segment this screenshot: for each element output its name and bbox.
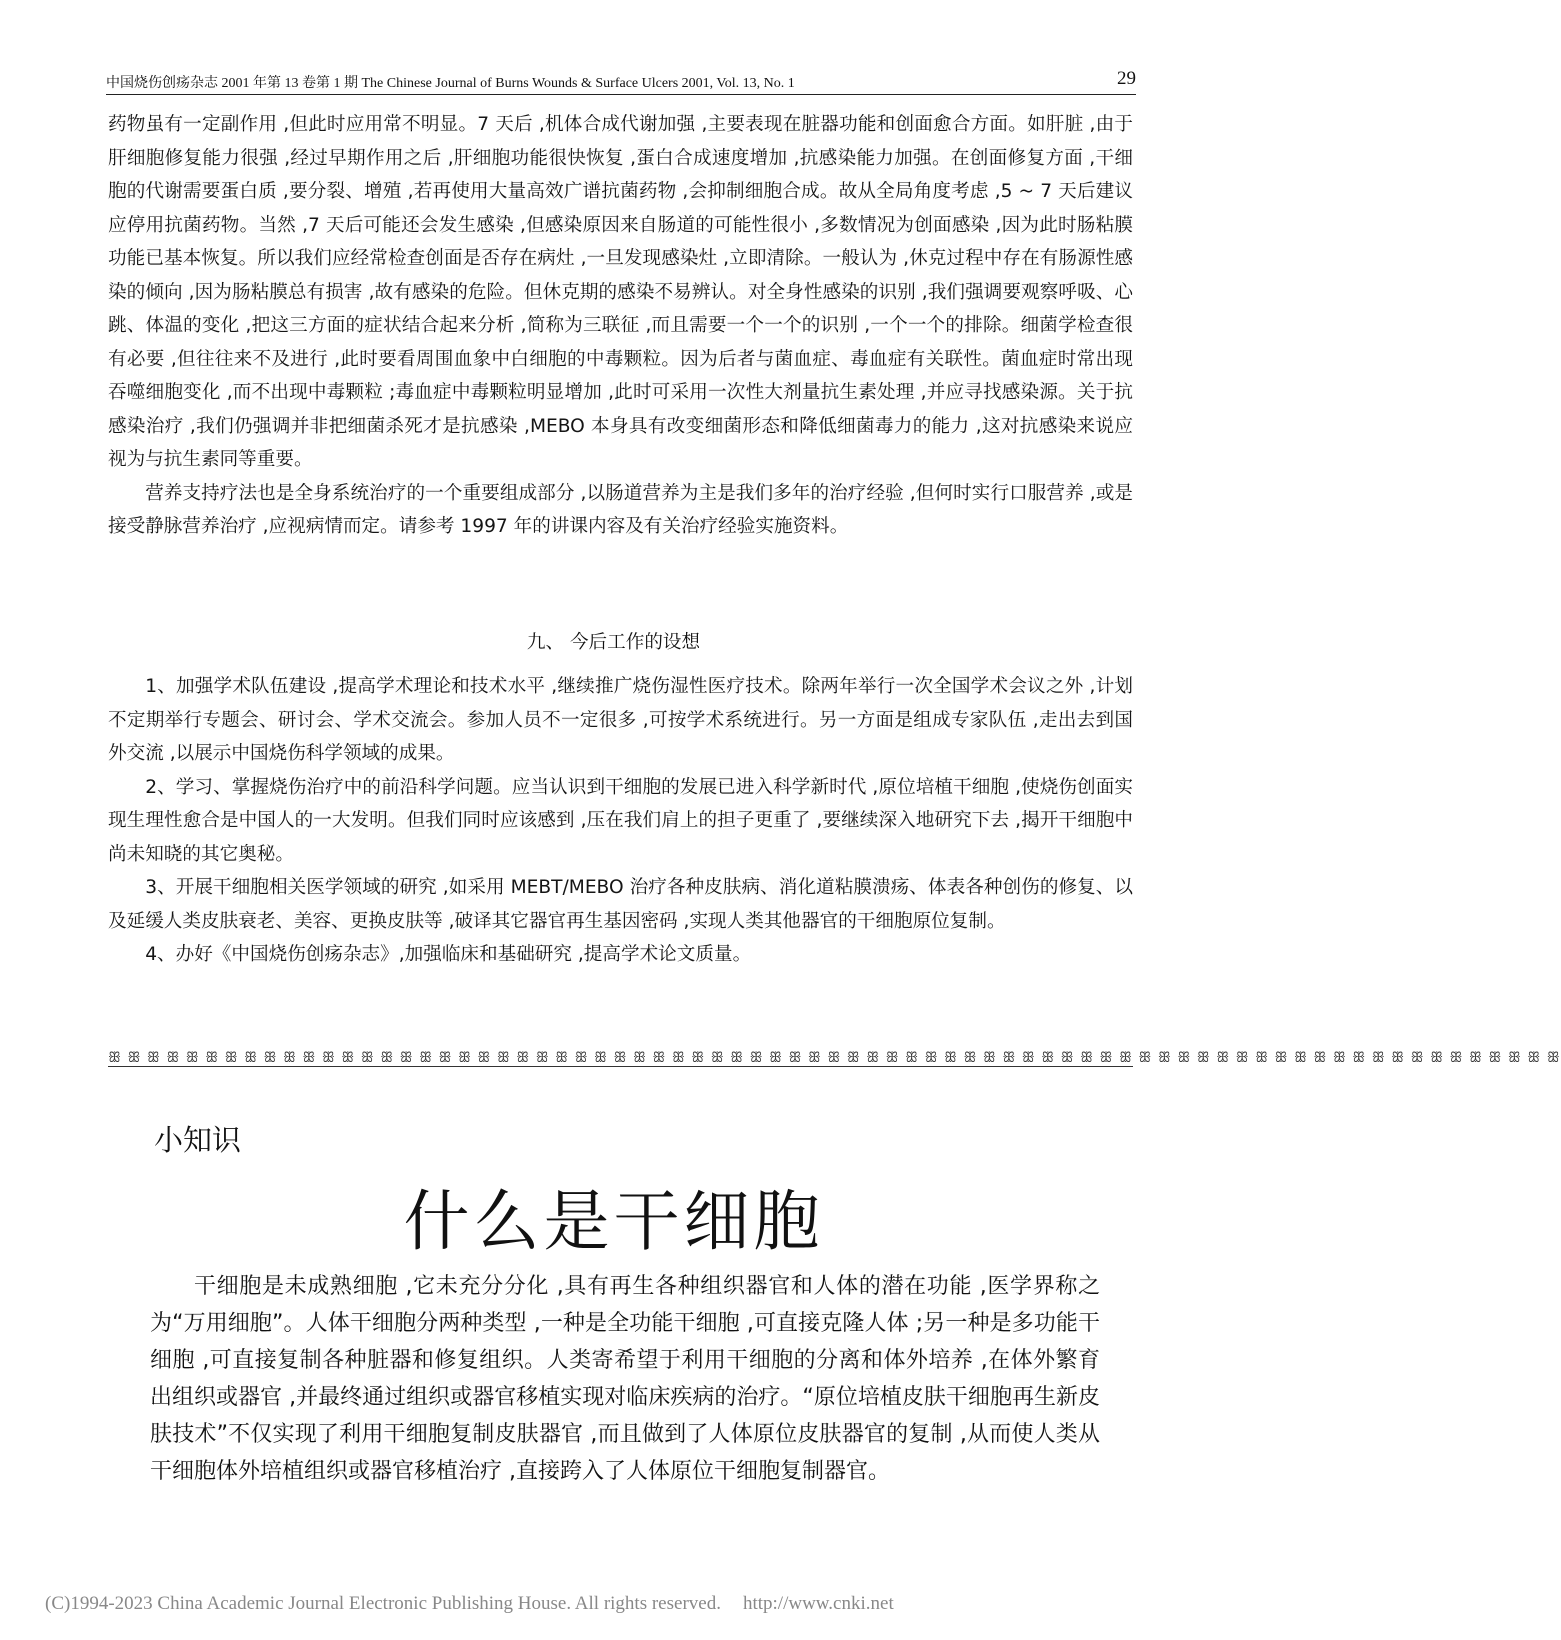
journal-running-title: 中国烧伤创疡杂志 2001 年第 13 卷第 1 期 The Chinese Journal of Burns Wounds & Surface Ulcers 2001, Vol. 13, No. 1 xyxy=(106,76,795,91)
ornamental-divider: ꕥ ꕥ ꕥ ꕥ ꕥ ꕥ ꕥ ꕥ ꕥ ꕥ ꕥ ꕥ ꕥ ꕥ ꕥ ꕥ ꕥ ꕥ ꕥ ꕥ ꕥ ꕥ ꕥ ꕥ ꕥ ꕥ ꕥ ꕥ ꕥ ꕥ ꕥ ꕥ ꕥ ꕥ ꕥ ꕥ ꕥ ꕥ ꕥ ꕥ ꕥ ꕥ ꕥ ꕥ ꕥ ꕥ ꕥ ꕥ ꕥ ꕥ ꕥ ꕥ ꕥ ꕥ ꕥ ꕥ ꕥ ꕥ ꕥ ꕥ ꕥ ꕥ ꕥ ꕥ ꕥ ꕥ ꕥ ꕥ ꕥ ꕥ ꕥ ꕥ ꕥ ꕥ ꕥ xyxy=(108,1050,1561,1066)
paragraph: 药物虽有一定副作用 ,但此时应用常不明显。7 天后 ,机体合成代谢加强 ,主要表现在脏器功能和创面愈合方面。如肝脏 ,由于肝细胞修复能力很强 ,经过早期作用之后 ,肝细胞功能很快恢复 ,蛋白合成速度增加 ,抗感染能力加强。在创面修复方面 ,干细胞的代谢需要蛋白质 ,要分裂、增殖 ,若再使用大量高效广谱抗菌药物 ,会抑制细胞合成。故从全局角度考虑 ,5 ~ 7 天后建议应停用抗菌药物。当然 ,7 天后可能还会发生感染 ,但感染原因来自肠道的可能性很小 ,多数情况为创面感染 ,因为此时肠粘膜功能已基本恢复。所以我们应经常检查创面是否存在病灶 ,一旦发现感染灶 ,立即清除。一般认为 ,休克过程中存在有肠源性感染的倾向 ,因为肠粘膜总有损害 ,故有感染的危险。但休克期的感染不易辨认。对全身性感染的识别 ,我们强调要观察呼吸、心跳、体温的变化 ,把这三方面的症状结合起来分析 ,简称为三联征 ,而且需要一个一个的识别 ,一个一个的排除。细菌学检查很有必要 ,但往往来不及进行 ,此时要看周围血象中白细胞的中毒颗粒。因为后者与菌血症、毒血症有关联性。菌血症时常出现吞噬细胞变化 ,而不出现中毒颗粒 ;毒血症中毒颗粒明显增加 ,此时可采用一次性大剂量抗生素处理 ,并应寻找感染源。关于抗感染治疗 ,我们仍强调并非把细菌杀死才是抗感染 ,MEBO 本身具有改变细菌形态和降低细菌毒力的能力 ,这对抗感染来说应视为与抗生素同等重要。 xyxy=(108,114,1133,470)
list-item: 4、办好《中国烧伤创疡杂志》,加强临床和基础研究 ,提高学术论文质量。 xyxy=(145,944,752,965)
copyright-text: (C)1994-2023 China Academic Journal Electronic Publishing House. All rights reserved. xyxy=(45,1593,721,1614)
paragraph: 营养支持疗法也是全身系统治疗的一个重要组成部分 ,以肠道营养为主是我们多年的治疗经验 ,但何时实行口服营养 ,或是接受静脉营养治疗 ,应视病情而定。请参考 1997 年的讲课内容及有关治疗经验实施资料。 xyxy=(108,482,1133,537)
running-header xyxy=(106,68,1136,95)
tip-text xyxy=(150,1268,1100,1490)
list-item: 1、加强学术队伍建设 ,提高学术理论和技术水平 ,继续推广烧伤湿性医疗技术。除两年举行一次全国学术会议之外 ,计划不定期举行专题会、研讨会、学术交流会。参加人员不一定很多 ,可按学术系统进行。另一方面是组成专家队伍 ,走出去到国外交流 ,以展示中国烧伤科学领域的成果。 xyxy=(108,676,1133,764)
footer-url[interactable]: http://www.cnki.net xyxy=(742,1593,894,1614)
tip-title: 什么是干细胞 xyxy=(403,1183,824,1260)
copyright-footer xyxy=(45,1593,894,1615)
body-section-1 xyxy=(108,108,1133,544)
list-item: 2、学习、掌握烧伤治疗中的前沿科学问题。应当认识到干细胞的发展已进入科学新时代 ,原位培植干细胞 ,使烧伤创面实现生理性愈合是中国人的一大发明。但我们同时应该感到 ,压在我们肩上的担子更重了 ,要继续深入地研究下去 ,揭开干细胞中尚未知晓的其它奥秘。 xyxy=(108,776,1133,865)
body-section-2 xyxy=(108,670,1133,972)
tip-paragraph: 干细胞是未成熟细胞 ,它未充分分化 ,具有再生各种组织器官和人体的潜在功能 ,医学界称之为“万用细胞”。人体干细胞分两种类型 ,一种是全功能干细胞 ,可直接克隆人体 ;另一种是多功能干细胞 ,可直接复制各种脏器和修复组织。人类寄希望于利用干细胞的分离和体外培养 ,在体外繁育出组织或器官 ,并最终通过组织或器官移植实现对临床疾病的治疗。“原位培植皮肤干细胞再生新皮肤技术”不仅实现了利用干细胞复制皮肤器官 ,而且做到了人体原位皮肤器官的复制 ,从而使人类从干细胞体外培植组织或器官移植治疗 ,直接跨入了人体原位干细胞复制器官。 xyxy=(150,1274,1100,1484)
section-heading: 九、 今后工作的设想 xyxy=(526,632,701,653)
page-number: 29 xyxy=(1117,68,1136,89)
list-item: 3、开展干细胞相关医学领域的研究 ,如采用 MEBT/MEBO 治疗各种皮肤病、消化道粘膜溃疡、体表各种创伤的修复、以及延缓人类皮肤衰老、美容、更换皮肤等 ,破译其它器官再生基因密码 ,实现人类其他器官的干细胞原位复制。 xyxy=(108,877,1133,932)
tip-label: 小知识 xyxy=(154,1123,242,1157)
